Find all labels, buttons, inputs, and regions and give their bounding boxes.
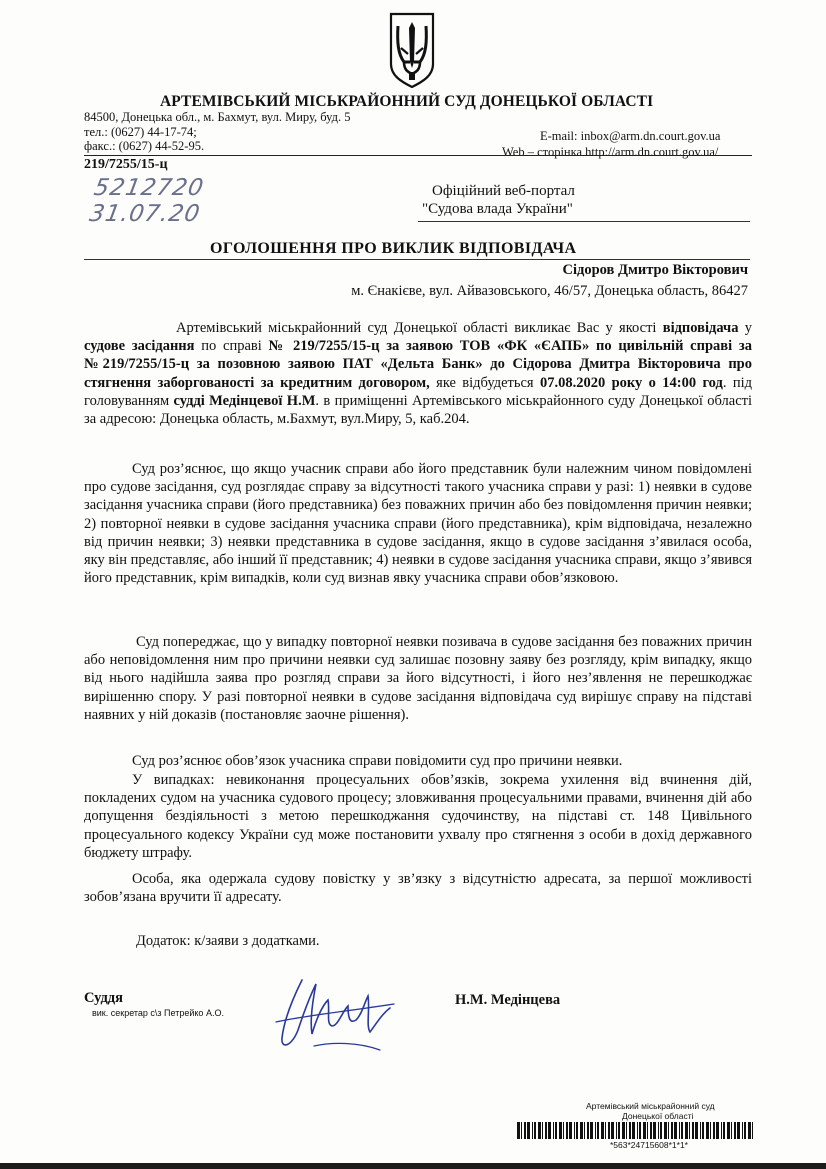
p1-text-a: Артемівський міськрайонний суд Донецької області викликає Вас у якості [176,320,663,336]
court-phone: тел.: (0627) 44-17-74; [84,125,197,139]
p1-text-k: . в приміщенні Артемівського міськрайонного суду Донецької області за адресою: Донецька область, м.Бахмут, вул.Миру, 5, каб.204. [84,392,753,428]
addressee-address: м. Єнакієве, вул. Айвазовського, 46/57, Донецька область, 86427 [351,283,748,299]
paragraph-summons [84,319,752,428]
court-address: 84500, Донецька обл., м. Бахмут, вул. Миру, буд. 5 [84,110,351,124]
stamp-region: Донецької області [622,1111,694,1121]
p1-text-e: по справі [194,338,269,355]
barcode-icon [517,1122,757,1139]
header-divider [84,155,752,156]
p1-text-c: у [738,320,752,336]
handwritten-line-2: 31.07.20 [87,201,203,227]
trident-emblem-icon [388,12,436,88]
case-number: 219/7255/15-ц [84,157,168,172]
recipient-divider [418,221,750,222]
paragraph-warning [84,633,752,724]
judge-role: Суддя [84,990,123,1006]
p2-text: Суд роз’яснює, що якщо учасник справи або його представник були належним чином повідомлені про судове засідання, суд розглядає справу за відсутності такого учасника справи у разі: 1) неявки в судове засідання учасника справи (його представника) без поважних причин або без повідомлення причин неявки; 2) повторної неявки в судове засідання учасника справи (його представника), крім відповідача, незалежно від причин неявки; 3) неявки представника в судове засідання, якщо в судове засідання з’явилася особа, яку він представляє, або інший її представник; 4) неявки в судове засідання учасника справи, якщо з’явився його представник, крім випадків, коли суд визнав явку учасника справи обов’язковою. [84,461,752,587]
notice-title: ОГОЛОШЕННЯ ПРО ВИКЛИК ВІДПОВІДАЧА [210,240,577,257]
barcode-number: *563*24715608*1*1* [610,1140,688,1150]
p1-hearing: судове засідання [84,338,195,355]
p1-judge: судді Медінцевої Н.М [173,392,316,409]
judge-name: Н.М. Медінцева [455,992,561,1008]
handwritten-note [87,175,207,227]
notice-divider [84,259,750,260]
addressee-name: Сідоров Дмитро Вікторович [562,262,748,278]
p6-text: Особа, яка одержала судову повістку у зв’язку з відсутністю адресата, за першої можливості зобов’язана вручити її адресату. [84,871,752,906]
attachment-note: Додаток: к/заяви з додатками. [136,933,320,949]
paragraph-explanation [84,460,752,587]
p1-text-i: . під головуванням [84,374,752,409]
p3-text: Суд попереджає, що у випадку повторної неявки позивача в судове засідання без поважних причин або неповідомлення ним про причини неявки суд залишає позовну заяву без розгляду, крім випадку, якщо від нього надійшла заява про розгляд справи за його відсутності, і його нез’явлення не перешкоджає вирішенню спору. У разі повторної неявки в судове засідання відповідача суд вирішує справу на підставі наявних у ній доказів (постановляє заочне рішення). [84,634,752,723]
paragraph-fine [84,771,752,862]
p1-role: відповідача [662,320,739,336]
paragraph-delivery [84,870,752,906]
p1-text-g: яке відбудеться [429,374,540,391]
secretary-note: вик. секретар с\з Петрейко А.О. [92,1008,224,1018]
recipient-portal-line-1: Офіційний веб-портал [432,183,575,199]
handwritten-signature-icon [262,960,402,1060]
court-email: E-mail: inbox@arm.dn.court.gov.ua [540,129,721,143]
stamp-court-name: Артемівський міськрайонний суд [586,1101,715,1111]
p1-date-time: 07.08.2020 року о 14:00 год [539,374,723,391]
court-fax: факс.: (0627) 44-52-95. [84,139,205,153]
scan-bottom-edge [0,1163,826,1169]
recipient-portal-line-2: "Судова влада України" [422,201,573,217]
paragraph-obligation [84,752,752,770]
p4-text: Суд роз’яснює обов’язок учасника справи повідомити суд про причини неявки. [132,753,623,769]
handwritten-line-1: 5212720 [92,175,207,201]
court-title: АРТЕМІВСЬКИЙ МІСЬКРАЙОННИЙ СУД ДОНЕЦЬКОЇ ОБЛАСТІ [160,93,654,110]
p1-case-details: № 219/7255/15-ц за заявою ТОВ «ФК «ЄАПБ» по цивільній справі за №219/7255/15-ц за позовною заявою ПАТ «Дельта Банк» до Сідорова Дмитра Вікторовича про стягнення заборгованості за кредитним договором, [84,338,752,391]
court-website: Web – сторінка http://arm.dn.court.gov.ua/ [502,145,719,159]
p5-text: У випадках: невиконання процесуальних обов’язків, зокрема ухилення від вчинення дій, покладених судом на учасника судового процесу; зловживання процесуальними правами, вчинення дій або допущення бездіяльності з метою перешкоджання судочинству, на підставі ст. 148 Цивільного процесуального кодексу України суд може постановити ухвалу про стягнення з особи в дохід державного бюджету штрафу. [84,772,752,861]
